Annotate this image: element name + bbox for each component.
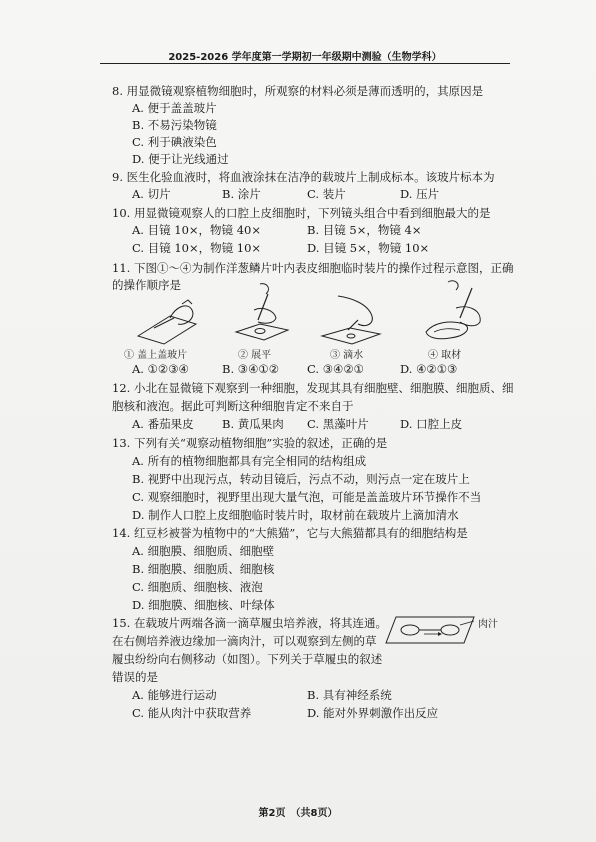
q10-stem: 10. 用显微镜观察人的口腔上皮细胞时，下列镜头组合中看到细胞最大的是 — [112, 206, 491, 220]
fig-take-material-illustration — [420, 278, 492, 344]
fig-label-drip-water: ③ 滴水 — [330, 350, 364, 361]
q11-stem-line2: 的操作顺序是 — [112, 278, 181, 292]
fig-label-flatten: ② 展平 — [238, 350, 272, 361]
q13-option-a: A. 所有的植物细胞都具有完全相同的结构组成 — [132, 454, 367, 468]
q9-option-b: B. 涂片 — [222, 187, 261, 201]
q15-stem-line2: 在右侧培养液边缘加一滴肉汁，可以观察到左侧的草 — [112, 634, 377, 648]
q10-option-d: D. 目镜 5×，物镜 10× — [307, 241, 430, 255]
q14-option-a: A. 细胞膜、细胞质、细胞壁 — [132, 544, 275, 558]
q14-option-b: B. 细胞膜、细胞质、细胞核 — [132, 562, 275, 576]
q15-stem-line1: 15. 在载玻片两端各滴一滴草履虫培养液，将其连通。 — [112, 616, 387, 630]
q14-option-c: C. 细胞质、细胞核、液泡 — [132, 580, 263, 594]
q8-option-a: A. 便于盖盖玻片 — [132, 101, 217, 115]
q13-stem: 13. 下列有关“观察动植物细胞”实验的叙述，正确的是 — [112, 436, 388, 450]
q15-option-d: D. 能对外界刺激作出反应 — [307, 706, 439, 720]
fig-label-cover-slip: ① 盖上盖玻片 — [124, 350, 188, 361]
q11-stem-line1: 11. 下图①～④为制作洋葱鳞片叶内表皮细胞临时装片的操作过程示意图，正确 — [112, 261, 514, 275]
q12-option-d: D. 口腔上皮 — [400, 417, 463, 431]
q8-option-d: D. 便于让光线通过 — [132, 152, 229, 166]
q8-option-c: C. 利于碘液染色 — [132, 135, 217, 149]
q10-option-c: C. 目镜 10×，物镜 10× — [132, 241, 262, 255]
header-rule — [100, 63, 510, 64]
q10-option-b: B. 目镜 5×，物镜 4× — [307, 223, 422, 237]
fig-paramecium-slide — [384, 613, 476, 647]
q9-option-a: A. 切片 — [132, 187, 171, 201]
q11-option-c: C. ③④②① — [307, 362, 364, 376]
q12-option-a: A. 番茄果皮 — [132, 417, 194, 431]
q9-option-d: D. 压片 — [400, 187, 440, 201]
fig-flatten-illustration — [232, 280, 292, 344]
q12-option-b: B. 黄瓜果肉 — [222, 417, 284, 431]
q12-stem-line1: 12. 小北在显微镜下观察到一种细胞，发现其具有细胞壁、细胞膜、细胞质、细 — [112, 381, 514, 395]
q13-option-d: D. 制作人口腔上皮细胞临时装片时，取材前在载玻片上滴加清水 — [132, 508, 459, 522]
fig-drip-water-illustration — [318, 294, 384, 344]
q14-option-d: D. 细胞膜、细胞核、叶绿体 — [132, 598, 275, 612]
fig-cover-slip-illustration — [130, 296, 200, 344]
q9-stem: 9. 医生化验血液时，将血液涂抹在洁净的载玻片上制成标本。该玻片标本为 — [112, 170, 495, 184]
q11-option-a: A. ①②③④ — [132, 362, 189, 376]
q12-stem-line2: 胞核和液泡。据此可判断这种细胞肯定不来自于 — [112, 399, 354, 413]
page-footer: 第2页 （共8页） — [258, 808, 338, 819]
q11-option-d: D. ④②①③ — [400, 362, 458, 376]
q15-option-c: C. 能从肉汁中获取营养 — [132, 706, 252, 720]
fig-label-meat-juice: 肉汁 — [478, 619, 498, 630]
fig-label-take-material: ④ 取材 — [428, 350, 462, 361]
q8-option-b: B. 不易污染物镜 — [132, 118, 217, 132]
q15-stem-line3: 履虫纷纷向右侧移动（如图）。下列关于草履虫的叙述 — [112, 652, 383, 666]
q9-option-c: C. 装片 — [307, 187, 346, 201]
q11-option-b: B. ③④①② — [222, 362, 280, 376]
q15-option-a: A. 能够进行运动 — [132, 688, 217, 702]
q14-stem: 14. 红豆杉被誉为植物中的“大熊猫”，它与大熊猫都具有的细胞结构是 — [112, 526, 468, 540]
q13-option-c: C. 观察细胞时，视野里出现大量气泡，可能是盖盖玻片环节操作不当 — [132, 490, 482, 504]
q8-stem: 8. 用显微镜观察植物细胞时，所观察的材料必须是薄而透明的，其原因是 — [112, 84, 484, 98]
q12-option-c: C. 黑藻叶片 — [307, 417, 369, 431]
q13-option-b: B. 视野中出现污点，转动目镜后，污点不动，则污点一定在玻片上 — [132, 472, 470, 486]
q15-stem-line4: 错误的是 — [112, 670, 158, 684]
q10-option-a: A. 目镜 10×，物镜 40× — [132, 223, 261, 237]
q15-option-b: B. 具有神经系统 — [307, 688, 392, 702]
page-header: 2025-2026 学年度第一学期初一年级期中测验（生物学科） — [168, 52, 442, 63]
